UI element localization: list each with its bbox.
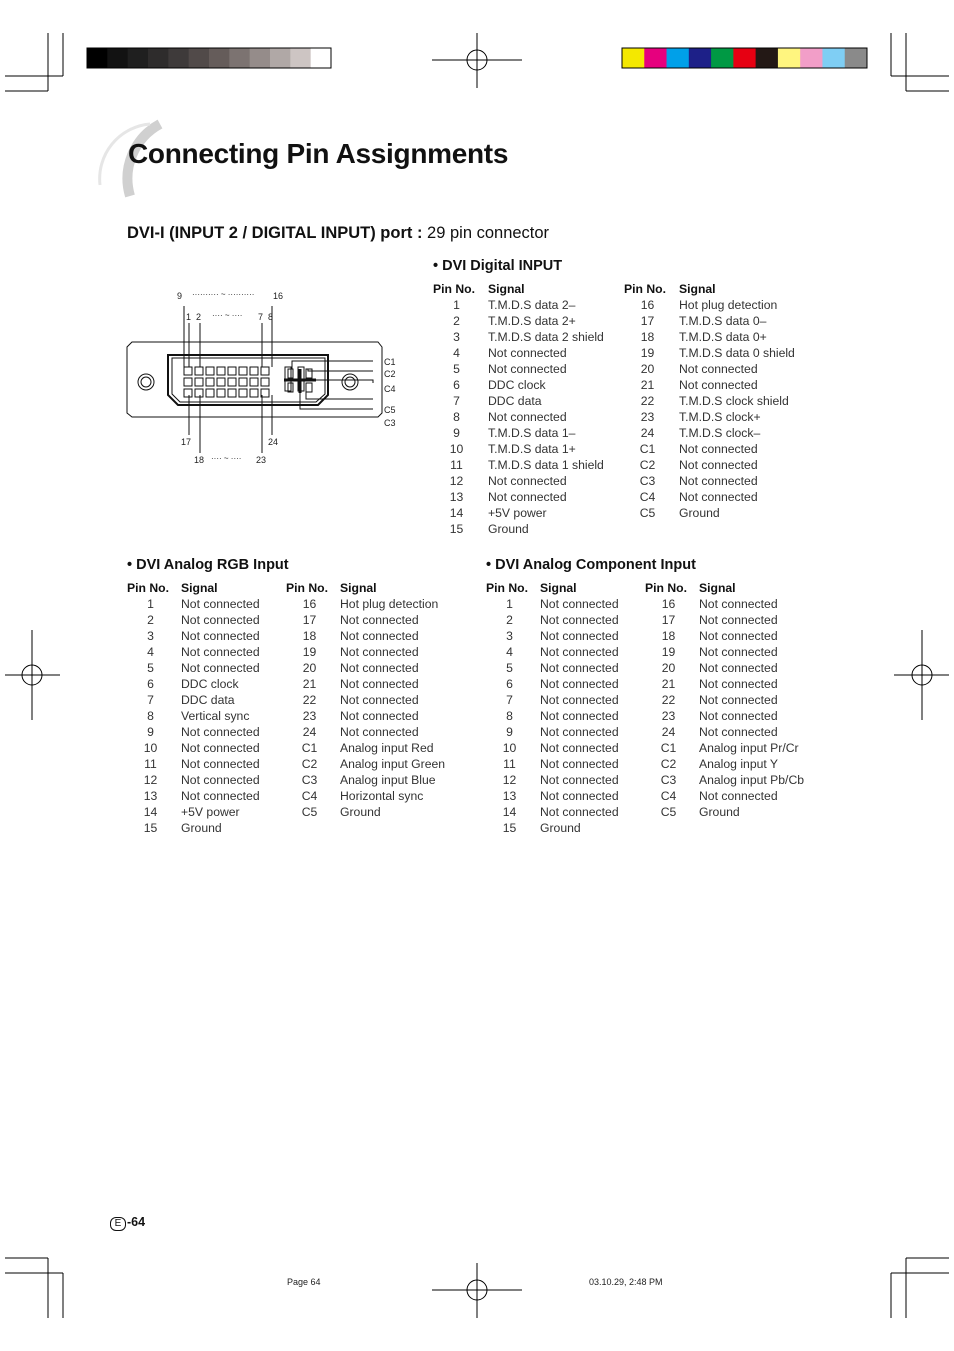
pin-number: 23 (302, 709, 317, 723)
pin-signal: Not connected (699, 693, 778, 707)
pin-number: C3 (660, 773, 677, 787)
pin-signal: Not connected (540, 597, 619, 611)
pin-number: C2 (639, 458, 656, 472)
pin-signal: Not connected (340, 709, 419, 723)
header-pin-no: Pin No. (286, 581, 328, 595)
connector-diagram (120, 285, 410, 470)
analog-component-table-left (486, 581, 641, 841)
pin-signal: Analog input Green (340, 757, 446, 771)
pin-number: 24 (640, 426, 655, 440)
pin-signal: Not connected (699, 629, 778, 643)
pin-number: 1 (506, 597, 513, 611)
pin-number: 19 (640, 346, 655, 360)
pin-number: C1 (639, 442, 656, 456)
pin-signal: Not connected (488, 362, 567, 376)
pin-number: 9 (453, 426, 460, 440)
pin-signal: Not connected (488, 490, 567, 504)
pin-number: 9 (147, 725, 154, 739)
connector-pin (228, 378, 236, 386)
connector-pin (195, 389, 203, 397)
pin-number: 16 (661, 597, 676, 611)
pin-number: 20 (302, 661, 317, 675)
connector-pin (195, 378, 203, 386)
pin-signal: Not connected (679, 458, 758, 472)
port-heading-bold: DVI-I (INPUT 2 / DIGITAL INPUT) port : (127, 224, 423, 242)
pin-number: 21 (640, 378, 655, 392)
connector-pin (206, 367, 214, 375)
pin-number: 14 (143, 805, 158, 819)
header-pin-no: Pin No. (433, 282, 475, 296)
pin-number: C3 (301, 773, 318, 787)
pin-number: 24 (661, 725, 676, 739)
pin-number: C5 (660, 805, 677, 819)
color-swatch (756, 48, 779, 68)
pin-signal: DDC data (181, 693, 235, 707)
analog-component-table-right (645, 581, 825, 841)
color-swatch (107, 48, 128, 68)
pin-number: 13 (502, 789, 517, 803)
pin-number: 8 (506, 709, 513, 723)
pin-signal: Not connected (340, 661, 419, 675)
pin-signal: Analog input Pr/Cr (699, 741, 799, 755)
pin-number: 24 (302, 725, 317, 739)
connector-pin (195, 367, 203, 375)
pin-signal: +5V power (488, 506, 547, 520)
pin-signal: Hot plug detection (679, 298, 778, 312)
pin-number: 10 (143, 741, 158, 755)
pin-number: C1 (660, 741, 677, 755)
color-swatch (733, 48, 756, 68)
pin-number: 12 (449, 474, 464, 488)
pin-signal: Ground (699, 805, 740, 819)
analog-rgb-table-left (127, 581, 282, 841)
pin-number: 7 (506, 693, 513, 707)
pin-number: 2 (453, 314, 460, 328)
color-swatch (148, 48, 169, 68)
pin-signal: Not connected (699, 645, 778, 659)
pin-number: 16 (640, 298, 655, 312)
pin-signal: T.M.D.S clock+ (679, 410, 761, 424)
pin-signal: Not connected (699, 597, 778, 611)
pin-number: C2 (301, 757, 318, 771)
pin-signal: Not connected (540, 677, 619, 691)
connector-pin (261, 367, 269, 375)
pin-signal: DDC clock (488, 378, 546, 392)
pin-number: 17 (640, 314, 655, 328)
pin-signal: T.M.D.S data 1– (488, 426, 576, 440)
pin-label-17: 17 (181, 437, 192, 447)
pin-number: 6 (147, 677, 154, 691)
pin-signal: Not connected (699, 789, 778, 803)
pin-label-c4: C4 (384, 384, 396, 394)
pin-signal: Not connected (699, 725, 778, 739)
pin-signal: Not connected (540, 629, 619, 643)
pin-number: 10 (502, 741, 517, 755)
pin-label-c5: C5 (384, 405, 396, 415)
pin-signal: Analog input Blue (340, 773, 436, 787)
color-swatch (845, 48, 868, 68)
pin-number: 18 (302, 629, 317, 643)
pin-number: 11 (503, 757, 516, 771)
pin-label-18: 18 (194, 455, 205, 465)
pin-signal: Not connected (699, 709, 778, 723)
pin-signal: DDC data (488, 394, 542, 408)
pin-number: 7 (147, 693, 154, 707)
connector-pin (228, 389, 236, 397)
pin-number: 18 (640, 330, 655, 344)
pin-label-c1: C1 (384, 357, 396, 367)
color-swatch (209, 48, 230, 68)
pin-signal: Not connected (340, 629, 419, 643)
pin-signal: Vertical sync (181, 709, 250, 723)
pin-number: 11 (450, 458, 463, 472)
header-signal: Signal (540, 581, 577, 595)
pin-number: 22 (661, 693, 676, 707)
pin-label-24: 24 (268, 437, 279, 447)
pin-number: 18 (661, 629, 676, 643)
pin-signal: Not connected (679, 474, 758, 488)
pin-number: 11 (144, 757, 157, 771)
connector-pin (250, 389, 258, 397)
pin-number: 23 (661, 709, 676, 723)
pin-signal: Ground (679, 506, 720, 520)
pin-number: 8 (147, 709, 154, 723)
pin-signal: T.M.D.S clock shield (679, 394, 789, 408)
pin-signal: Not connected (679, 490, 758, 504)
pin-signal: Not connected (340, 693, 419, 707)
header-signal: Signal (340, 581, 377, 595)
pin-number: 19 (302, 645, 317, 659)
pin-number: 13 (449, 490, 464, 504)
color-swatch (644, 48, 667, 68)
header-pin-no: Pin No. (486, 581, 528, 595)
pin-signal: Not connected (340, 645, 419, 659)
pin-signal: Analog input Pb/Cb (699, 773, 805, 787)
pin-signal: T.M.D.S data 0 shield (679, 346, 795, 360)
connector-pin (239, 389, 247, 397)
pin-signal: Not connected (181, 789, 260, 803)
pin-signal: Not connected (340, 677, 419, 691)
pin-number: 3 (506, 629, 513, 643)
page-number-badge: E (110, 1217, 126, 1231)
connector-pin (239, 378, 247, 386)
header-pin-no: Pin No. (624, 282, 666, 296)
pin-number: 5 (147, 661, 154, 675)
pin-signal: Ground (540, 821, 581, 835)
pin-number: 20 (661, 661, 676, 675)
pin-signal: Not connected (699, 661, 778, 675)
pin-number: C4 (639, 490, 656, 504)
pin-signal: Ground (488, 522, 529, 536)
pin-label-c2: C2 (384, 369, 396, 379)
pin-number: 5 (453, 362, 460, 376)
pin-signal: T.M.D.S data 1+ (488, 442, 576, 456)
color-swatch (689, 48, 712, 68)
pin-signal: Not connected (181, 661, 260, 675)
header-pin-no: Pin No. (127, 581, 169, 595)
pin-number: 2 (506, 613, 513, 627)
pin-signal: Not connected (540, 805, 619, 819)
pin-number: 14 (449, 506, 464, 520)
pin-number: 1 (147, 597, 154, 611)
pin-signal: Ground (340, 805, 381, 819)
pin-number: 17 (661, 613, 676, 627)
pin-signal: Not connected (488, 474, 567, 488)
pin-signal: Not connected (540, 741, 619, 755)
pin-number: 15 (449, 522, 464, 536)
page-number (110, 1215, 145, 1231)
color-swatch (822, 48, 845, 68)
pin-number: 21 (302, 677, 317, 691)
color-swatch (290, 48, 311, 68)
pin-signal: Not connected (540, 661, 619, 675)
header-signal: Signal (488, 282, 525, 296)
pin-signal: Not connected (488, 346, 567, 360)
analog-component-title: • DVI Analog Component Input (486, 557, 696, 573)
pin-label-7-8: 7 8 (258, 312, 274, 322)
pin-signal: Not connected (540, 789, 619, 803)
pin-number: 13 (143, 789, 158, 803)
pin-signal: Not connected (699, 677, 778, 691)
pin-signal: Not connected (488, 410, 567, 424)
pin-label-9: 9 (177, 291, 183, 301)
color-swatch (711, 48, 734, 68)
pin-number: 10 (449, 442, 464, 456)
pin-number: 12 (143, 773, 158, 787)
pin-number: C3 (639, 474, 656, 488)
pin-signal: Not connected (540, 693, 619, 707)
color-swatch (270, 48, 291, 68)
color-swatch (667, 48, 690, 68)
connector-pin (184, 378, 192, 386)
pin-number: 3 (453, 330, 460, 344)
digital-table-right (624, 282, 824, 542)
pin-label-1-2: 1 2 (186, 312, 202, 322)
pin-signal: Not connected (181, 741, 260, 755)
port-heading (127, 224, 549, 243)
pin-signal: Hot plug detection (340, 597, 439, 611)
page-title: Connecting Pin Assignments (128, 138, 509, 169)
connector-pin (217, 367, 225, 375)
pin-number: 4 (147, 645, 154, 659)
pin-number: 8 (453, 410, 460, 424)
color-swatch (250, 48, 271, 68)
pin-label-23: 23 (256, 455, 267, 465)
color-swatch (622, 48, 645, 68)
color-swatch (778, 48, 801, 68)
pin-label-dots-mid: ···· ~ ···· (212, 311, 243, 320)
pin-signal: Not connected (679, 442, 758, 456)
pin-signal: T.M.D.S data 0– (679, 314, 767, 328)
pin-number: 15 (502, 821, 517, 835)
pin-signal: Not connected (540, 773, 619, 787)
pin-signal: T.M.D.S clock– (679, 426, 761, 440)
pin-number: 21 (661, 677, 676, 691)
pin-number: 6 (506, 677, 513, 691)
pin-number: C4 (660, 789, 677, 803)
color-swatch (311, 48, 332, 68)
pin-number: C4 (301, 789, 318, 803)
pin-signal: Not connected (540, 645, 619, 659)
analog-rgb-title: • DVI Analog RGB Input (127, 557, 289, 573)
pin-signal: +5V power (181, 805, 240, 819)
header-signal: Signal (679, 282, 716, 296)
pin-signal: Not connected (181, 773, 260, 787)
pin-label-c3: C3 (384, 418, 396, 428)
connector-pin (239, 367, 247, 375)
pin-label-dots-top: ·········· ~ ·········· (192, 290, 255, 299)
header-pin-no: Pin No. (645, 581, 687, 595)
digital-table-left (433, 282, 623, 542)
pin-number: 6 (453, 378, 460, 392)
connector-pin (217, 389, 225, 397)
connector-pin (184, 389, 192, 397)
pin-number: 4 (453, 346, 460, 360)
pin-number: 19 (661, 645, 676, 659)
pin-signal: T.M.D.S data 1 shield (488, 458, 604, 472)
pin-number: 5 (506, 661, 513, 675)
pin-signal: Not connected (679, 378, 758, 392)
pin-label-dots-bottom: ···· ~ ···· (211, 454, 242, 463)
connector-pin (184, 367, 192, 375)
pin-signal: Not connected (540, 709, 619, 723)
pin-signal: Not connected (181, 597, 260, 611)
pin-signal: Not connected (181, 757, 260, 771)
connector-pin (228, 367, 236, 375)
pin-signal: T.M.D.S data 2– (488, 298, 576, 312)
pin-number: 1 (453, 298, 460, 312)
connector-pin (206, 378, 214, 386)
page-number-text: -64 (127, 1215, 146, 1229)
pin-number: 4 (506, 645, 513, 659)
pin-number: 9 (506, 725, 513, 739)
connector-pin (206, 389, 214, 397)
pin-signal: Not connected (540, 613, 619, 627)
pin-signal: Not connected (181, 645, 260, 659)
header-signal: Signal (699, 581, 736, 595)
pin-number: 23 (640, 410, 655, 424)
pin-number: 16 (302, 597, 317, 611)
pin-number: 3 (147, 629, 154, 643)
color-swatch (168, 48, 189, 68)
pin-signal: Ground (181, 821, 222, 835)
pin-signal: Not connected (181, 629, 260, 643)
pin-signal: Not connected (679, 362, 758, 376)
pin-number: C5 (639, 506, 656, 520)
pin-number: 14 (502, 805, 517, 819)
footer-date: 03.10.29, 2:48 PM (589, 1277, 663, 1287)
pin-signal: Not connected (181, 613, 260, 627)
connector-pin (250, 378, 258, 386)
pin-signal: T.M.D.S data 2 shield (488, 330, 604, 344)
digital-title: • DVI Digital INPUT (433, 258, 563, 274)
analog-rgb-table-right (286, 581, 466, 841)
color-swatch (229, 48, 250, 68)
pin-signal: DDC clock (181, 677, 239, 691)
pin-signal: Not connected (540, 725, 619, 739)
pin-number: C1 (301, 741, 318, 755)
pin-number: 20 (640, 362, 655, 376)
pin-signal: Analog input Y (699, 757, 779, 771)
pin-number: 2 (147, 613, 154, 627)
pin-label-16: 16 (273, 291, 284, 301)
color-swatch (800, 48, 823, 68)
header-signal: Signal (181, 581, 218, 595)
color-swatch (189, 48, 210, 68)
pin-number: C2 (660, 757, 677, 771)
pin-signal: T.M.D.S data 0+ (679, 330, 767, 344)
connector-pin (217, 378, 225, 386)
pin-signal: Not connected (181, 725, 260, 739)
pin-number: 17 (302, 613, 317, 627)
pin-signal: Not connected (340, 613, 419, 627)
pin-number: 22 (640, 394, 655, 408)
pin-number: 15 (143, 821, 158, 835)
color-swatch (128, 48, 149, 68)
footer-page: Page 64 (287, 1277, 321, 1287)
pin-number: 12 (502, 773, 517, 787)
port-heading-normal: 29 pin connector (422, 224, 550, 242)
connector-pin (250, 367, 258, 375)
pin-number: 7 (453, 394, 460, 408)
pin-number: C5 (301, 805, 318, 819)
connector-pin (261, 378, 269, 386)
color-swatch (87, 48, 108, 68)
pin-signal: Horizontal sync (340, 789, 424, 803)
pin-signal: Not connected (540, 757, 619, 771)
pin-signal: Not connected (340, 725, 419, 739)
pin-signal: T.M.D.S data 2+ (488, 314, 576, 328)
pin-number: 22 (302, 693, 317, 707)
pin-signal: Analog input Red (340, 741, 434, 755)
pin-signal: Not connected (699, 613, 778, 627)
